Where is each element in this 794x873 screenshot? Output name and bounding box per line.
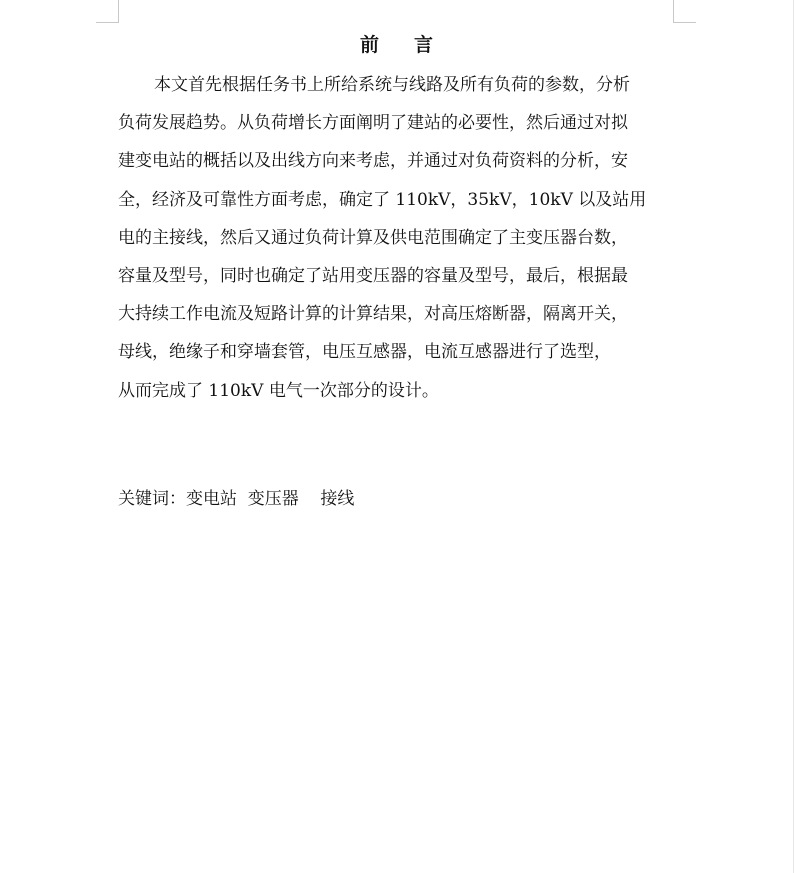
paragraph-line: 从而完成了 110kV 电气一次部分的设计。 xyxy=(118,380,439,401)
margin-corner-mark-right xyxy=(673,0,696,23)
title-char-1: 前 xyxy=(359,34,380,56)
paragraph-line: 大持续工作电流及短路计算的计算结果，对高压熔断器，隔离开关， xyxy=(118,304,628,325)
paragraph-line: 全，经济及可靠性方面考虑，确定了 110kV，35kV，10kV 以及站用 xyxy=(118,189,647,210)
paragraph-line: 容量及型号，同时也确定了站用变压器的容量及型号，最后，根据最 xyxy=(118,265,628,286)
preface-paragraph xyxy=(118,66,678,410)
paragraph-line: 建变电站的概括以及出线方向来考虑，并通过对负荷资料的分析，安 xyxy=(118,151,628,172)
paragraph-line: 负荷发展趋势。从负荷增长方面阐明了建站的必要性，然后通过对拟 xyxy=(118,113,628,134)
page-title xyxy=(0,30,794,57)
paragraph-line: 母线，绝缘子和穿墙套管，电压互感器，电流互感器进行了选型， xyxy=(118,342,611,363)
paragraph-line: 电的主接线，然后又通过负荷计算及供电范围确定了主变压器台数， xyxy=(118,227,628,248)
paragraph-line: 本文首先根据任务书上所给系统与线路及所有负荷的参数，分析 xyxy=(154,75,630,95)
title-char-2: 言 xyxy=(414,34,435,56)
keywords-line: 关键词：变电站 变压器 接线 xyxy=(118,489,355,509)
margin-corner-mark-left xyxy=(96,0,119,23)
